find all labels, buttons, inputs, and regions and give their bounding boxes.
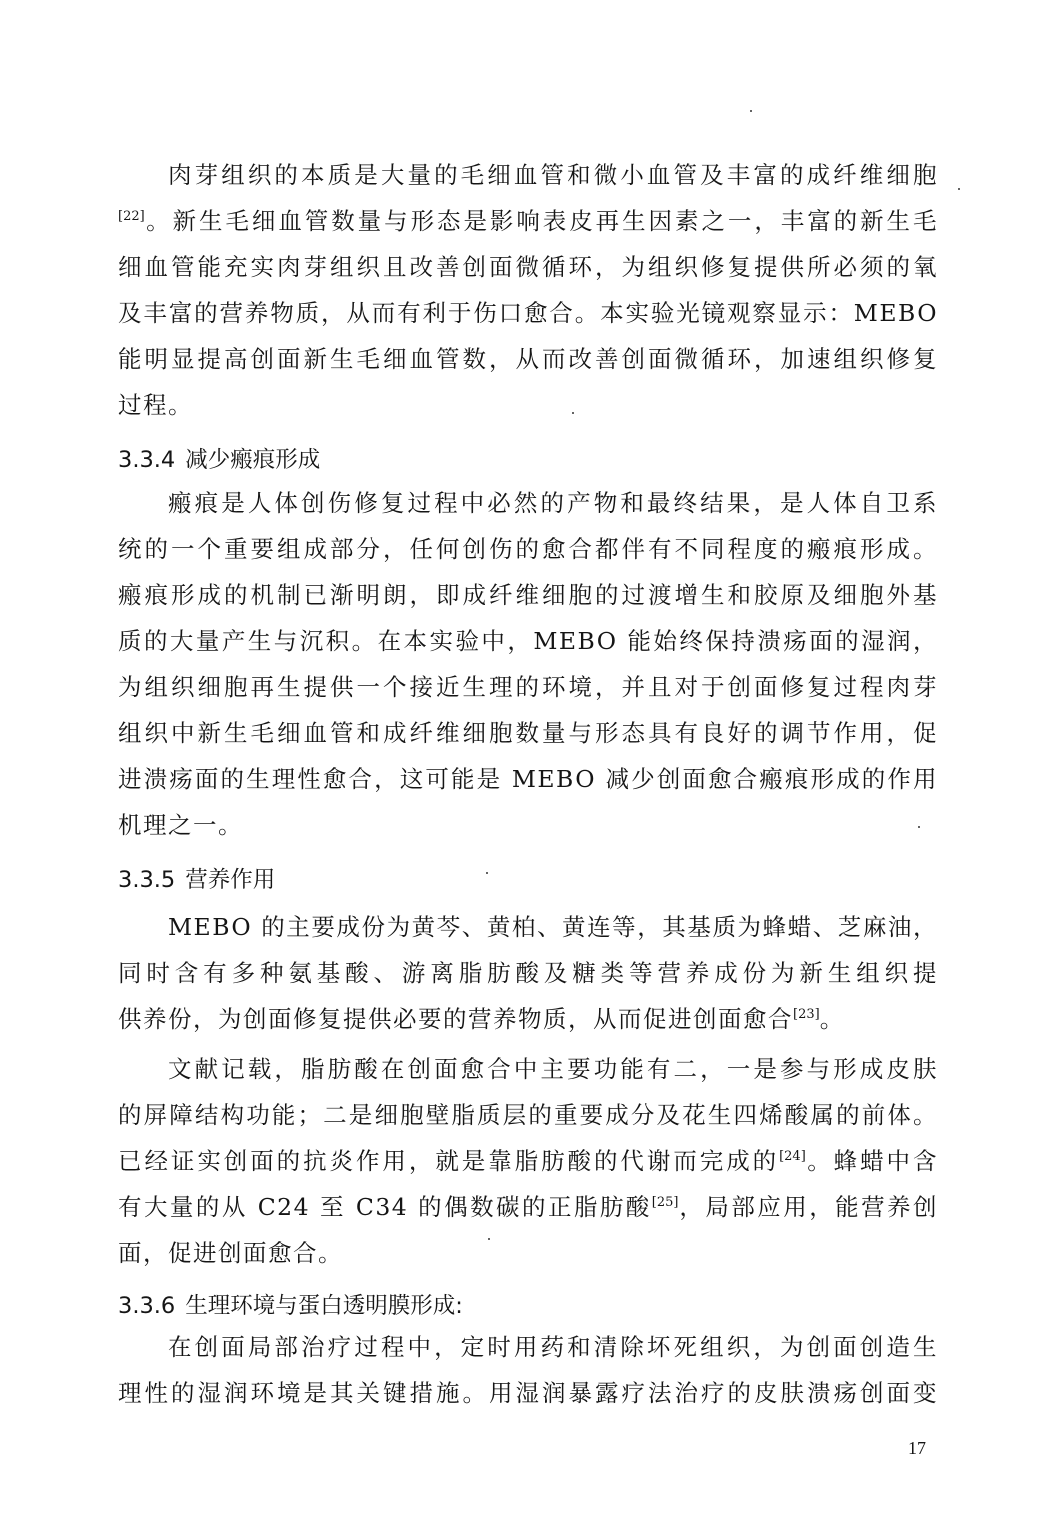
text-line: 瘢痕是人体创伤修复过程中必然的产物和最终结果，是人体自卫系 (168, 489, 938, 517)
citation: [25] (651, 1195, 679, 1211)
text-span: 供养份，为创面修复提供必要的营养物质，从而促进创面愈合 (118, 1005, 793, 1033)
scan-speck (918, 826, 920, 828)
text-span: 。 (819, 1005, 845, 1033)
page-number: 17 (908, 1438, 926, 1458)
text-line: 在创面局部治疗过程中，定时用药和清除坏死组织，为创面创造生 (168, 1333, 938, 1361)
text-line: 面，促进创面愈合。 (118, 1239, 343, 1267)
text-line: 及丰富的营养物质，从而有利于伤口愈合。本实验光镜观察显示：MEBO (118, 299, 938, 327)
text-span: 已经证实创面的抗炎作用，就是靠脂肪酸的代谢而完成的 (118, 1147, 780, 1175)
text-line: 机理之一。 (118, 811, 243, 839)
text-line: 同时含有多种氨基酸、游离脂肪酸及糖类等营养成份为新生组织提 (118, 959, 938, 987)
scan-speck (572, 412, 574, 414)
text-span: ，局部应用，能营养创 (678, 1193, 938, 1221)
scan-speck (488, 1238, 490, 1240)
text-line (118, 198, 938, 244)
text-line: 的屏障结构功能；二是细胞壁脂质层的重要成分及花生四烯酸属的前体。 (118, 1101, 938, 1129)
text-line: 质的大量产生与沉积。在本实验中，MEBO 能始终保持溃疡面的湿润， (118, 627, 938, 655)
scan-speck (958, 188, 960, 190)
text-line (118, 1184, 938, 1230)
text-line: 瘢痕形成的机制已渐明朗，即成纤维细胞的过渡增生和胶原及细胞外基 (118, 581, 938, 609)
text-line: 理性的湿润环境是其关键措施。用湿润暴露疗法治疗的皮肤溃疡创面变 (118, 1379, 938, 1407)
paragraph-capillaries (118, 152, 938, 428)
paragraph-fatty-acids (118, 1046, 938, 1276)
section-number: 3.3.4 (118, 447, 176, 473)
text-span: 有大量的从 C24 至 C34 的偶数碳的正脂肪酸 (118, 1193, 652, 1221)
text-line: MEBO 的主要成份为黄芩、黄柏、黄连等，其基质为蜂蜡、芝麻油， (168, 913, 938, 941)
section-number: 3.3.6 (118, 1293, 176, 1319)
text-line: 文献记载，脂肪酸在创面愈合中主要功能有二，一是参与形成皮肤 (168, 1055, 938, 1083)
citation: [24] (779, 1149, 806, 1165)
section-title: 生理环境与蛋白透明膜形成: (185, 1293, 463, 1319)
section-number: 3.3.5 (118, 867, 176, 893)
scan-speck (750, 110, 752, 112)
text-line: 为组织细胞再生提供一个接近生理的环境，并且对于创面修复过程肉芽 (118, 673, 938, 701)
paragraph-environment (118, 1324, 938, 1416)
text-span: 。新生毛细血管数量与形态是影响表皮再生因素之一，丰富的新生毛 (144, 207, 938, 235)
section-heading-3-3-6 (118, 1286, 463, 1326)
text-line (118, 1138, 938, 1184)
citation: [22] (118, 209, 145, 225)
text-line: 组织中新生毛细血管和成纤维细胞数量与形态具有良好的调节作用，促 (118, 719, 938, 747)
text-span: 。蜂蜡中含 (805, 1147, 938, 1175)
section-title: 营养作用 (185, 867, 276, 893)
text-line: 细血管能充实肉芽组织且改善创面微循环，为组织修复提供所必须的氧 (118, 253, 938, 281)
text-line: 肉芽组织的本质是大量的毛细血管和微小血管及丰富的成纤维细胞 (168, 161, 938, 189)
paragraph-scar (118, 480, 938, 848)
scan-speck (486, 872, 488, 874)
text-line: 过程。 (118, 391, 193, 419)
section-heading-3-3-5 (118, 860, 275, 900)
section-title: 减少瘢痕形成 (185, 447, 321, 473)
text-line (118, 996, 938, 1042)
paragraph-nutrition (118, 904, 938, 1042)
text-line: 能明显提高创面新生毛细血管数，从而改善创面微循环，加速组织修复 (118, 345, 938, 373)
citation: [23] (793, 1007, 820, 1023)
text-line: 进溃疡面的生理性愈合，这可能是 MEBO 减少创面愈合瘢痕形成的作用 (118, 765, 938, 793)
text-line: 统的一个重要组成部分，任何创伤的愈合都伴有不同程度的瘢痕形成。 (118, 535, 938, 563)
section-heading-3-3-4 (118, 440, 320, 480)
